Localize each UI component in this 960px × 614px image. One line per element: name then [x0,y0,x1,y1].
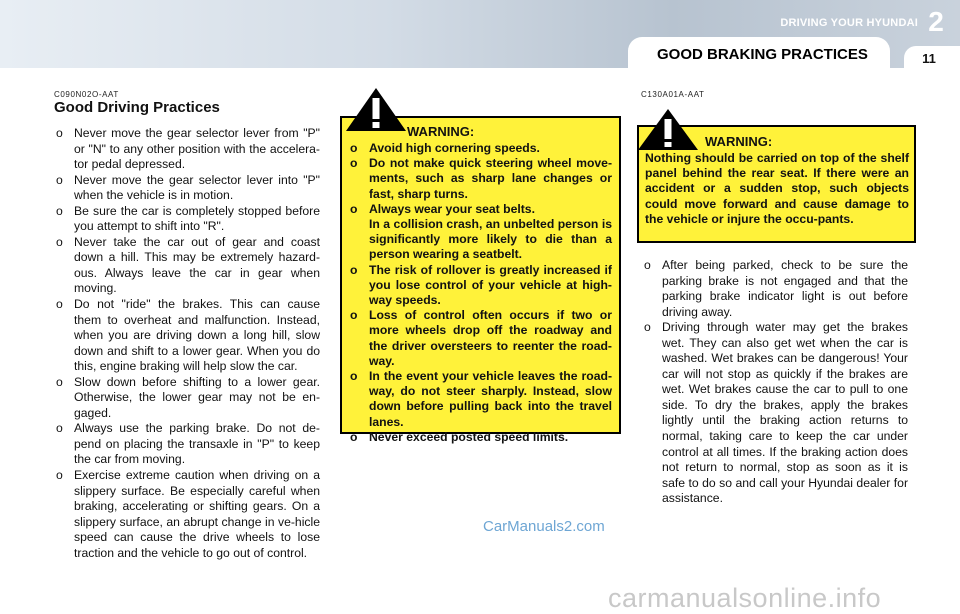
warning-title: WARNING: [705,134,773,149]
bullet-marker: o [56,203,63,218]
warning-box-driving [340,116,621,444]
list-item-text: Never take the car out of gear and coast down a hill. This may be extremely hazard-ous. Always leave the car in gear when moving. [74,234,320,296]
bullet-marker: o [350,369,358,384]
driving-practices-list [56,126,320,561]
list-item-text: Driving through water may get the brakes wet. They can also get wet when the car is washed. Wet brakes can be dangerous! Your car will not stop as quickly if the brakes are wet. Wet brakes cause the car to pull to one side. To dry the brakes, apply the brakes lightly until the braking action returns to normal, taking care to keep the car under control at all times. If the braking action does not return to normal, stop as soon as it is safe to do so and call your Hyundai dealer for assistance. [662,320,908,506]
warning-text: Nothing should be carried on top of the shelf panel behind the rear seat. If there were an accident or a sudden stop, such objects could move forward and cause damage to the vehicle or injure the occu-pants. [645,151,909,226]
list-item [56,375,320,422]
list-item-text: Never move the gear selector lever into "P" when the vehicle is in motion. [74,172,320,203]
bullet-marker: o [350,156,358,171]
list-item [56,173,320,204]
bullet-marker: o [56,172,63,187]
bullet-marker: o [350,308,358,323]
list-item-text: Never move the gear selector lever from "P" or "N" to any other position with the accelera-tor pedal depressed. [74,126,320,172]
warning-title: WARNING: [407,124,475,139]
list-item [350,308,612,369]
warning-item-text: Never exceed posted speed limits. [369,429,569,444]
section-title: GOOD BRAKING PRACTICES [657,46,868,63]
warning-triangle-icon [344,87,408,133]
list-item [350,263,612,309]
bullet-marker: o [56,421,63,436]
section-code-right: C130A01A-AAT [641,90,705,99]
warning-item-text: Always wear your seat belts. In a collision crash, an unbelted person is significantly more likely to die than a person wearing a seatbelt. [369,201,612,262]
warning-item-text: In the event your vehicle leaves the road-way, do not steer sharply. Instead, slow down before pulling back into the travel lanes. [369,369,612,429]
list-item-text: Exercise extreme caution when driving on a slippery surface. Be especially careful when braking, accelerating or shifting gears. On a slippery surface, an abrupt change in ve-hicle speed can cause the drive wheels to lose traction and the vehicle to go out of control. [74,468,320,560]
list-item [644,258,908,320]
list-item-text: Slow down before shifting to a lower gear. Otherwise, the lower gear may not be en-gaged. [74,374,320,420]
list-item [56,421,320,468]
list-item [56,235,320,297]
bullet-marker: o [350,201,358,216]
bullet-marker: o [56,297,63,312]
list-item-text: After being parked, check to be sure the parking brake is not engaged and that the parking brake indicator light is out before driving away. [662,258,908,319]
list-item [350,369,612,430]
warning-item-text: Loss of control often occurs if two or more wheels drop off the roadway and the driver oversteers to reenter the road-way. [369,308,612,368]
section-heading: Good Driving Practices [54,99,220,116]
bullet-marker: o [644,258,651,272]
list-item [644,320,908,507]
list-item-text: Be sure the car is completely stopped before you attempt to shift into "R". [74,203,320,234]
list-item [56,126,320,173]
list-item [350,430,612,445]
warning-item-text: Avoid high cornering speeds. [369,141,540,155]
list-item-text: Do not "ride" the brakes. This can cause them to overheat and malfunction. Instead, when you are driving down a long hill, slow down and shift to a lower gear. When you do this, engine braking will help slow the car. [74,297,320,374]
bullet-marker: o [56,468,63,483]
chapter-number: 2 [928,6,944,37]
braking-practices-list [644,258,908,507]
list-item [350,202,612,263]
list-item [350,141,612,156]
page-number: 11 [922,51,936,66]
list-item [56,297,320,375]
list-item [56,204,320,235]
bullet-marker: o [350,429,358,444]
list-item-text: Always use the parking brake. Do not de-pend on placing the transaxle in "P" to keep the car from moving. [74,421,320,467]
warning-item-text: The risk of rollover is greatly increased if you lose control of your vehicle at high-way speeds. [369,262,612,308]
watermark-carmanualsonline: carmanualsonline.info [608,583,882,613]
warning-triangle-icon [636,108,700,152]
bullet-marker: o [56,374,63,389]
warning-item-text: Do not make quick steering wheel move-ments, such as sharp lane changes or fast, sharp turns. [369,156,612,201]
watermark-carmanuals2[interactable]: CarManuals2.com [483,518,605,535]
bullet-marker: o [644,320,651,335]
bullet-marker: o [56,126,63,140]
list-item [350,156,612,202]
bullet-marker: o [350,141,358,155]
bullet-marker: o [350,262,358,277]
section-code-left: C090N02O-AAT [54,90,119,99]
list-item [56,468,320,561]
bullet-marker: o [56,234,63,249]
chapter-title: DRIVING YOUR HYUNDAI [780,17,918,29]
warning-list [350,141,612,445]
